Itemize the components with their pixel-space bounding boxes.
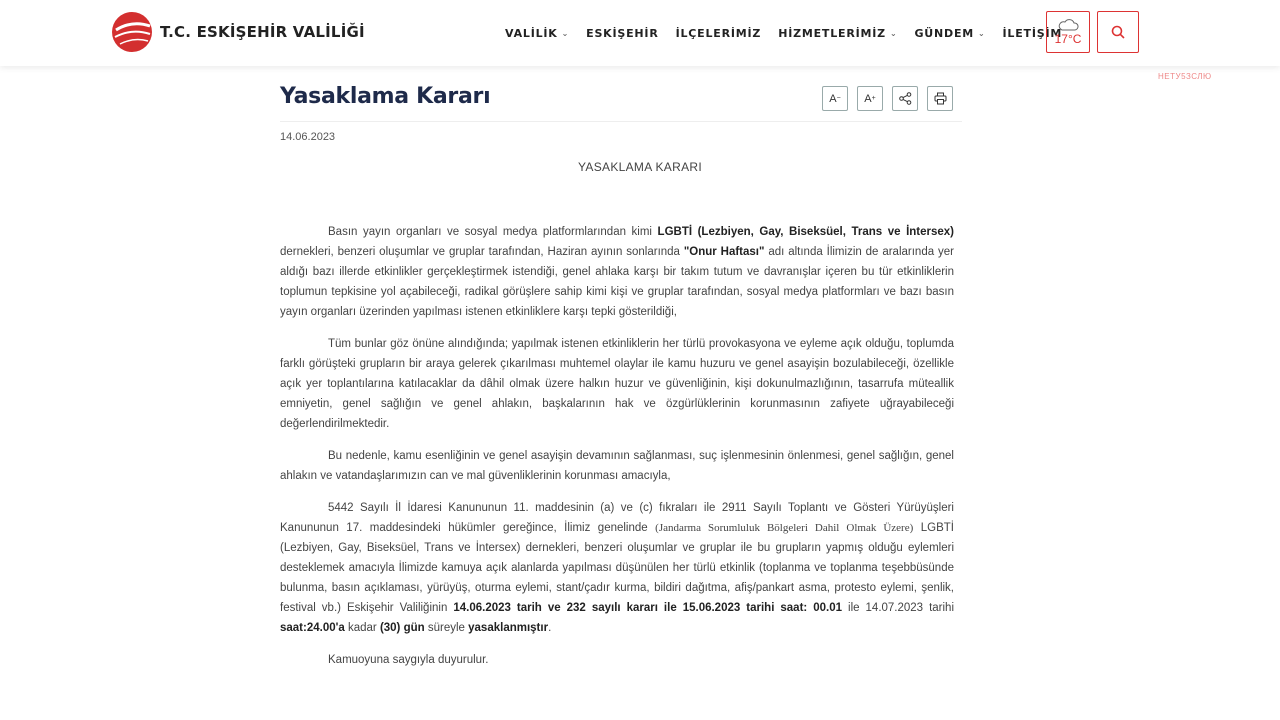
bold-text: (30) gün [379,622,425,634]
logo-emblem-icon [110,10,154,54]
logo-text: T.C. ESKİŞEHİR VALİLİĞİ [160,23,365,41]
tool-label: A [829,92,837,105]
paragraph-2: Tüm bunlar göz önüne alındığında; yapılmak istenen etkinliklerin her türlü provokasyona ve eyleme açık olduğu, toplumda farklı görüşteki grupların bir araya gelerek çıkarılması muhtemel olaylar ile kamu huzuru ve genel asayişin bozulabileceği, özellikle açık yer toplantılarına katılacaklar da dâhil olmak üzere halkın huzur ve güvenliğinin, kişi dokunulmazlığının, tasarrufa müteallik emniyetin, genel sağlığın ve genel ahlakın, başkalarının hak ve özgürlüklerinin korunmasının zafiyete uğrayabileceği değerlendirilmektedir. [280,338,954,430]
text: süreyle [424,622,469,634]
site-logo[interactable] [110,10,365,54]
bold-text: "Onur Haftası" [683,246,765,258]
share-icon [899,92,912,105]
main-nav [505,0,1079,66]
nav-item-valilik[interactable] [505,27,569,40]
site-header [0,0,1280,66]
bold-text: saat:24.00'a [280,622,345,634]
nav-label: VALİLİK [505,26,558,40]
text: dernekleri, benzeri oluşumlar ve gruplar tarafından, Haziran ayının sonlarında [280,246,684,258]
text: ile 14.07.2023 tarihi [842,602,955,614]
tool-label: A [864,92,872,105]
search-icon [1111,25,1125,39]
nav-label: İLETİŞİM [1002,26,1063,40]
search-button[interactable] [1097,11,1139,53]
nav-label: HİZMETLERİMİZ [778,26,886,40]
chevron-down-icon: ⌄ [978,28,986,38]
nav-item-hizmetlerimiz[interactable] [778,27,897,40]
article-body [280,222,954,682]
bold-text: 14.06.2023 tarih ve 232 sayılı kararı ile 15.06.2023 tarihi saat: 00.01 [453,602,843,614]
print-icon [934,92,947,105]
nav-item-ilcelerimiz[interactable] [676,27,762,40]
publish-date: 14.06.2023 [280,131,336,143]
nav-item-gundem[interactable] [914,27,985,40]
paragraph-1 [280,222,954,322]
corner-watermark: НЕТУ5ЗСЛЮ [1158,72,1212,81]
chevron-down-icon: ⌄ [889,28,898,38]
text: adı altında İlimizin de aralarında yer aldığı bazı illerde etkinlikler gerçekleştirmek istendiği, genel ahlaka karşı bir takım tutum ve davranışlar içeren bu tür etkinliklerin toplumun tepkisine yol açabileceği, radikal görüşlere sahip kimi kişi ve gruplar tarafından, sosyal medya platformları ve bazı basın yayın organları üzerinden yapılması istenen etkinliklere karşı tepki gösterildiği, [280,246,954,318]
decrease-font-button[interactable] [822,86,848,111]
nav-label: İLÇELERİMİZ [675,26,762,40]
article-tools [822,86,962,111]
text: . [548,622,552,634]
weather-widget[interactable] [1046,11,1090,53]
document-title: YASAKLAMA KARARI [578,160,702,174]
bold-text: LGBTİ (Lezbiyen, Gay, Biseksüel, Trans ve İntersex) [657,226,955,238]
tool-sup: − [836,95,841,102]
text: Basın yayın organları ve sosyal medya platformlarından kimi [328,226,658,238]
serif-text: (Jandarma Sorumluluk Bölgeleri Dahil Olmak Üzere) [655,522,914,534]
paragraph-4 [280,498,954,638]
text: LGBTİ (Lezbiyen, Gay, Biseksüel, Trans ve İntersex) dernekleri, benzeri oluşumlar ve gruplar ile bu grupların yapmış olduğu eylemleri desteklemek amacıyla İlimizde kamuya açık alanlarda yapılması düşünülen her türlü etkinlik (toplanma ve toplanma teşebbüsünde bulunma, basın açıklaması, yürüyüş, oturma eylemi, stant/çadır kurma, bildiri dağıtma, afiş/pankart asma, protesto eylemi, şenlik, festival vb.) Eskişehir Valiliğinin [280,522,954,614]
page-title: Yasaklama Kararı [280,84,491,109]
paragraph-3: Bu nedenle, kamu esenliğinin ve genel asayişin devamının sağlanması, suç işlenmesinin önlenmesi, genel sağlığın, genel ahlakın ve vatandaşlarımızın can ve mal güvenliklerinin korunması amacıyla, [280,450,954,482]
cloud-icon [1057,19,1079,31]
chevron-down-icon: ⌄ [561,28,570,38]
text: 5442 Sayılı İl İdaresi Kanununun 11. maddesinin (a) ve (c) fıkraları ile 2911 Sayılı Toplantı ve Gösteri Yürüyüşleri Kanununun 17. maddesindeki hükümler gereğince, İlimiz genelinde [280,502,954,534]
nav-label: GÜNDEM [914,26,975,40]
print-button[interactable] [927,86,953,111]
weather-temp: 17°C [1054,31,1082,46]
title-divider [280,121,962,122]
share-button[interactable] [892,86,918,111]
paragraph-5: Kamuoyuna saygıyla duyurulur. [328,654,489,666]
increase-font-button[interactable] [857,86,883,111]
tool-sup: + [871,95,876,102]
nav-label: ESKİŞEHİR [586,26,659,40]
bold-text: yasaklanmıştır [468,622,549,634]
text: kadar [344,622,380,634]
nav-item-eskisehir[interactable] [586,27,658,40]
